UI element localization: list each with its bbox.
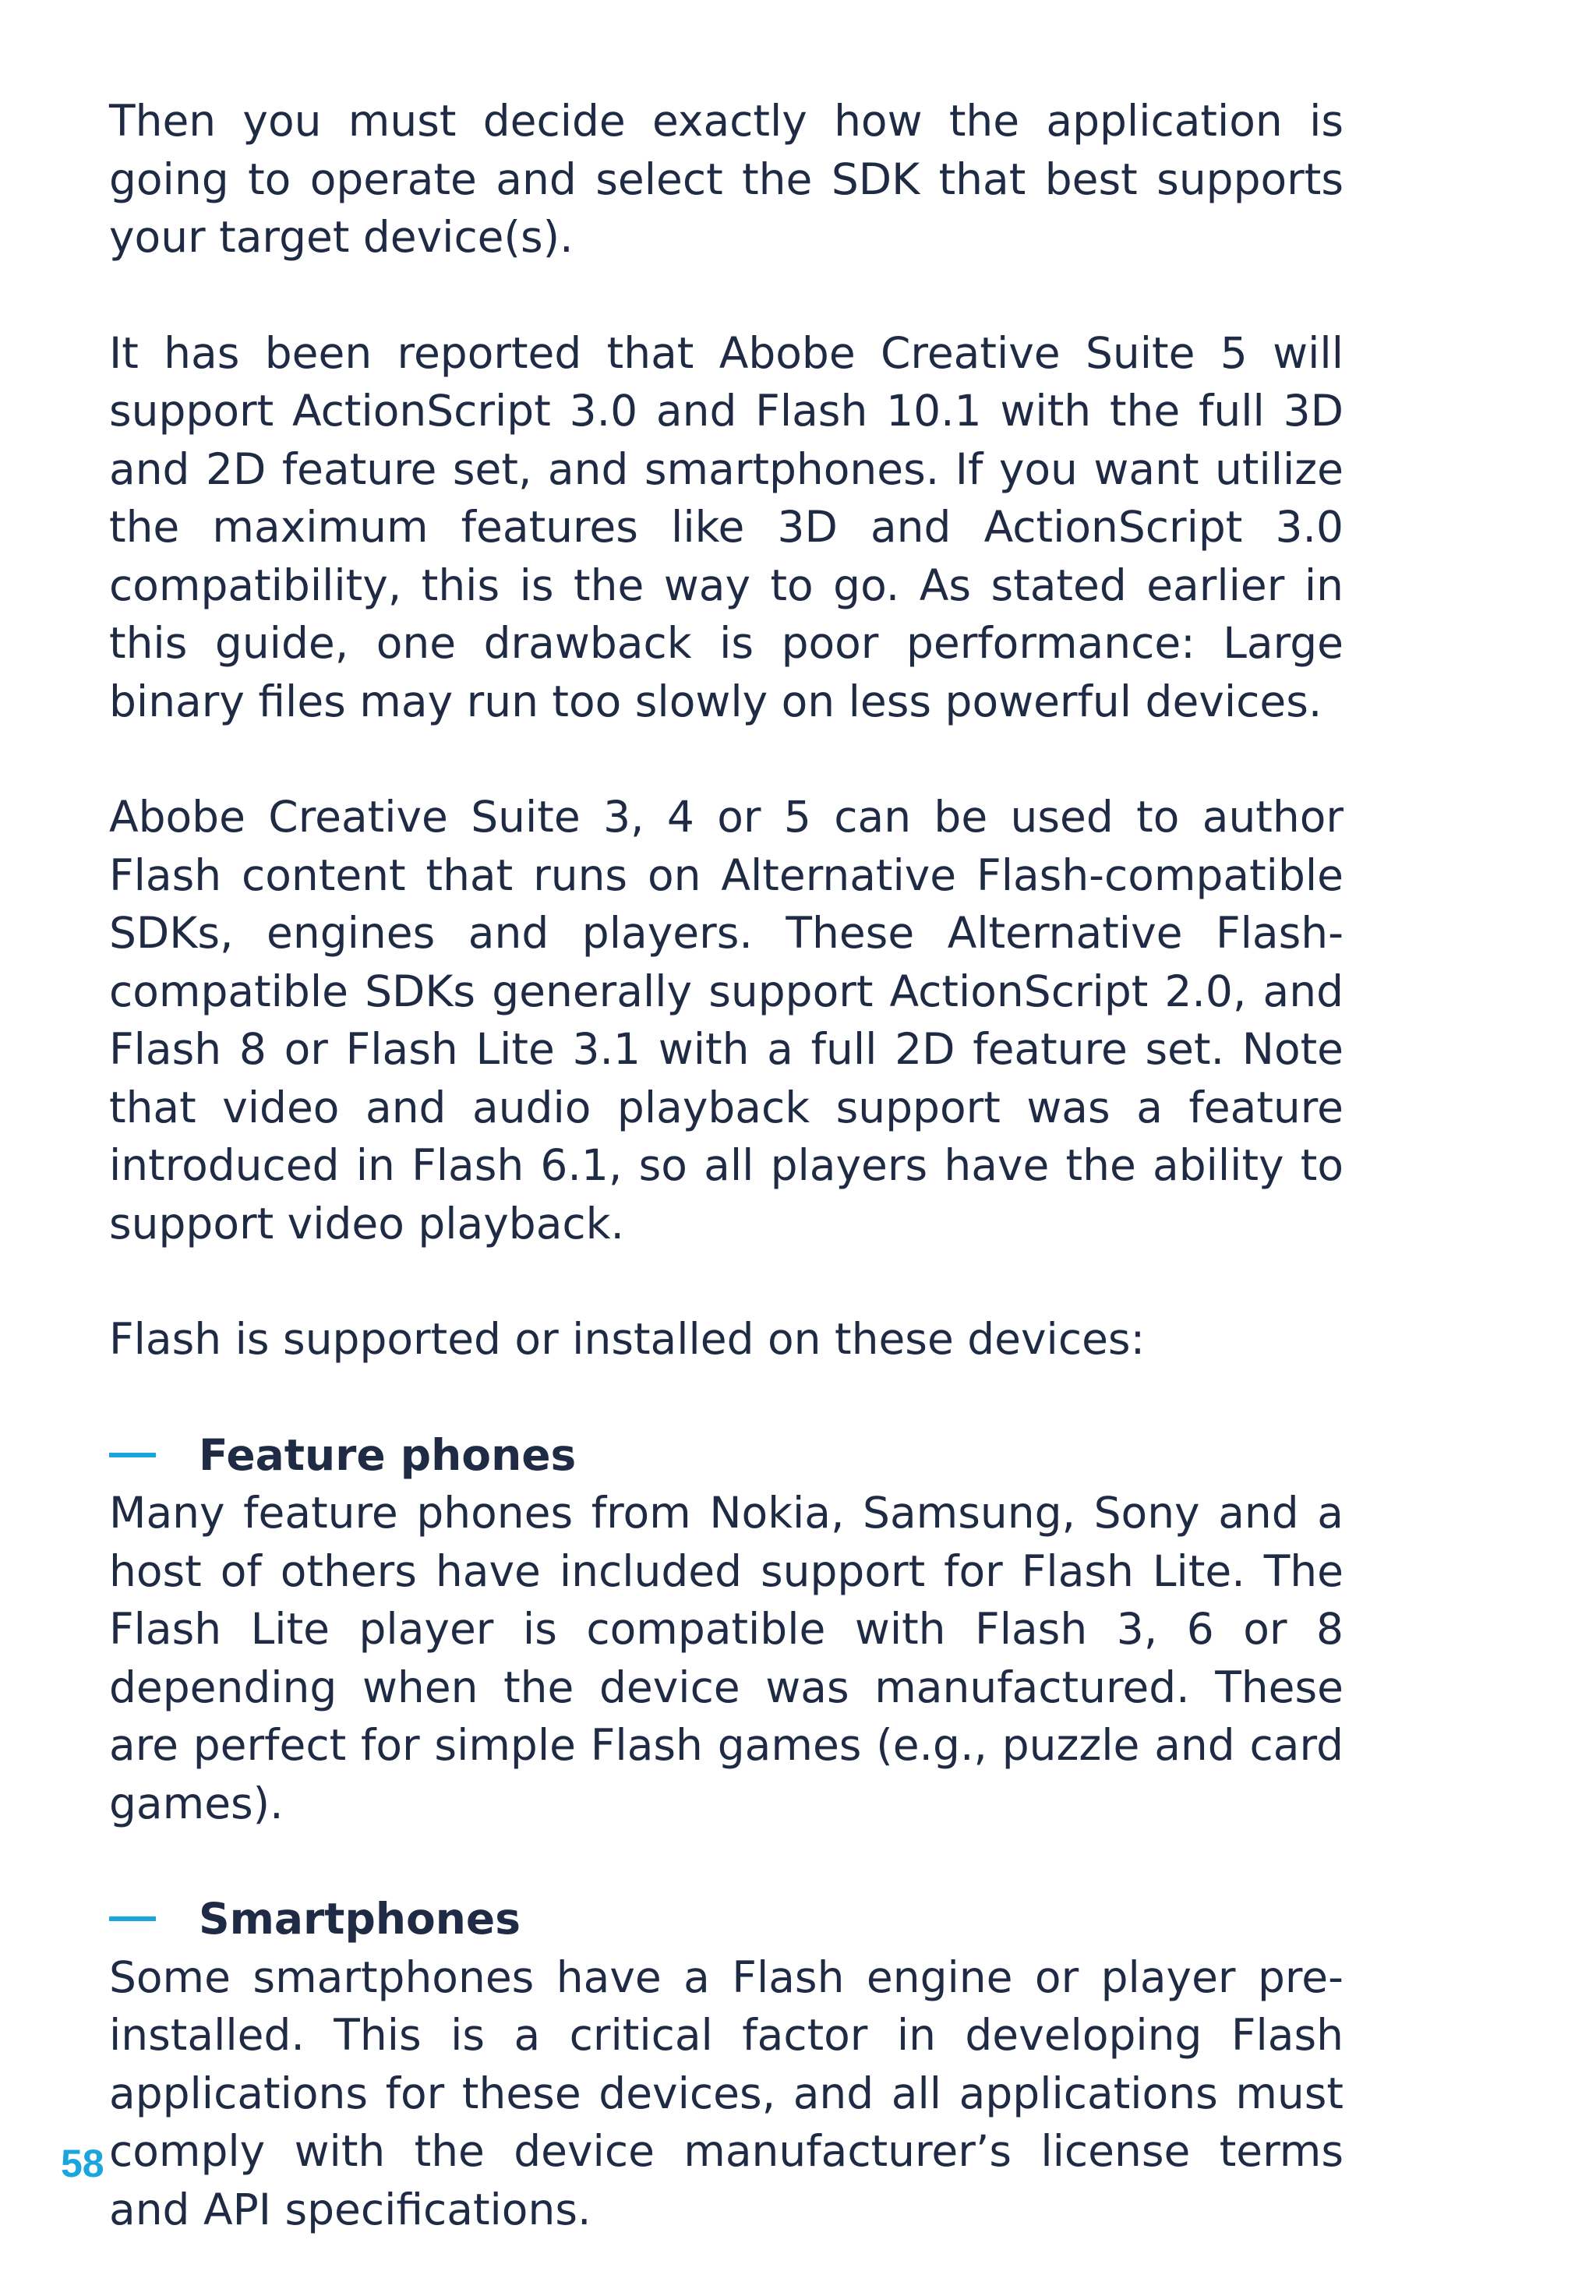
device-item-smartphones	[109, 1890, 1344, 2238]
device-item-body: Many feature phones from Nokia, Samsung, Sony and a host of others have included support for Flash Lite. The Flash Lite player is compatible with Flash 3, 6 or 8 depending when the device was manufactured. These are perfect for simple Flash games (e.g., puzzle and card games).	[109, 1488, 1344, 1828]
device-item-heading	[109, 1426, 1344, 1485]
paragraph-creative-suite-5: It has been reported that Abobe Creative Suite 5 will support ActionScript 3.0 and Flash 10.1 with the full 3D and 2D feature set, and smartphones. If you want utilize the maximum features like 3D and ActionScript 3.0 compatibility, this is the way to go. As stated earlier in this guide, one drawback is poor performance: Large binary files may run too slowly on less powerful devices.	[109, 327, 1344, 726]
page-content	[109, 92, 1344, 2296]
device-item-title: Smartphones	[199, 1894, 521, 1944]
device-item-title: Feature phones	[199, 1429, 577, 1480]
dash-bullet-icon	[109, 1453, 156, 1457]
paragraph-creative-suite-alternatives: Abobe Creative Suite 3, 4 or 5 can be used to author Flash content that runs on Alternative Flash-compatible SDKs, engines and players. These Alternative Flash-compatible SDKs generally support ActionScript 2.0, and Flash 8 or Flash Lite 3.1 with a full 2D feature set. Note that video and audio playback support was a feature introduced in Flash 6.1, so all players have the ability to support video playback.	[109, 792, 1344, 1249]
dash-bullet-icon	[109, 1916, 156, 1921]
device-item-heading	[109, 1890, 1344, 1948]
device-item-feature-phones	[109, 1426, 1344, 1833]
paragraph-sdk-selection: Then you must decide exactly how the application is going to operate and select the SDK that best supports your target device(s).	[109, 96, 1344, 262]
paragraph-devices-intro: Flash is supported or installed on these devices:	[109, 1314, 1146, 1364]
page-number: 58	[61, 2142, 104, 2185]
device-item-body: Some smartphones have a Flash engine or player pre-installed. This is a critical factor in developing Flash applications for these devices, and all applications must comply with the device manufacturer’s license terms and API specifications.	[109, 1952, 1344, 2234]
